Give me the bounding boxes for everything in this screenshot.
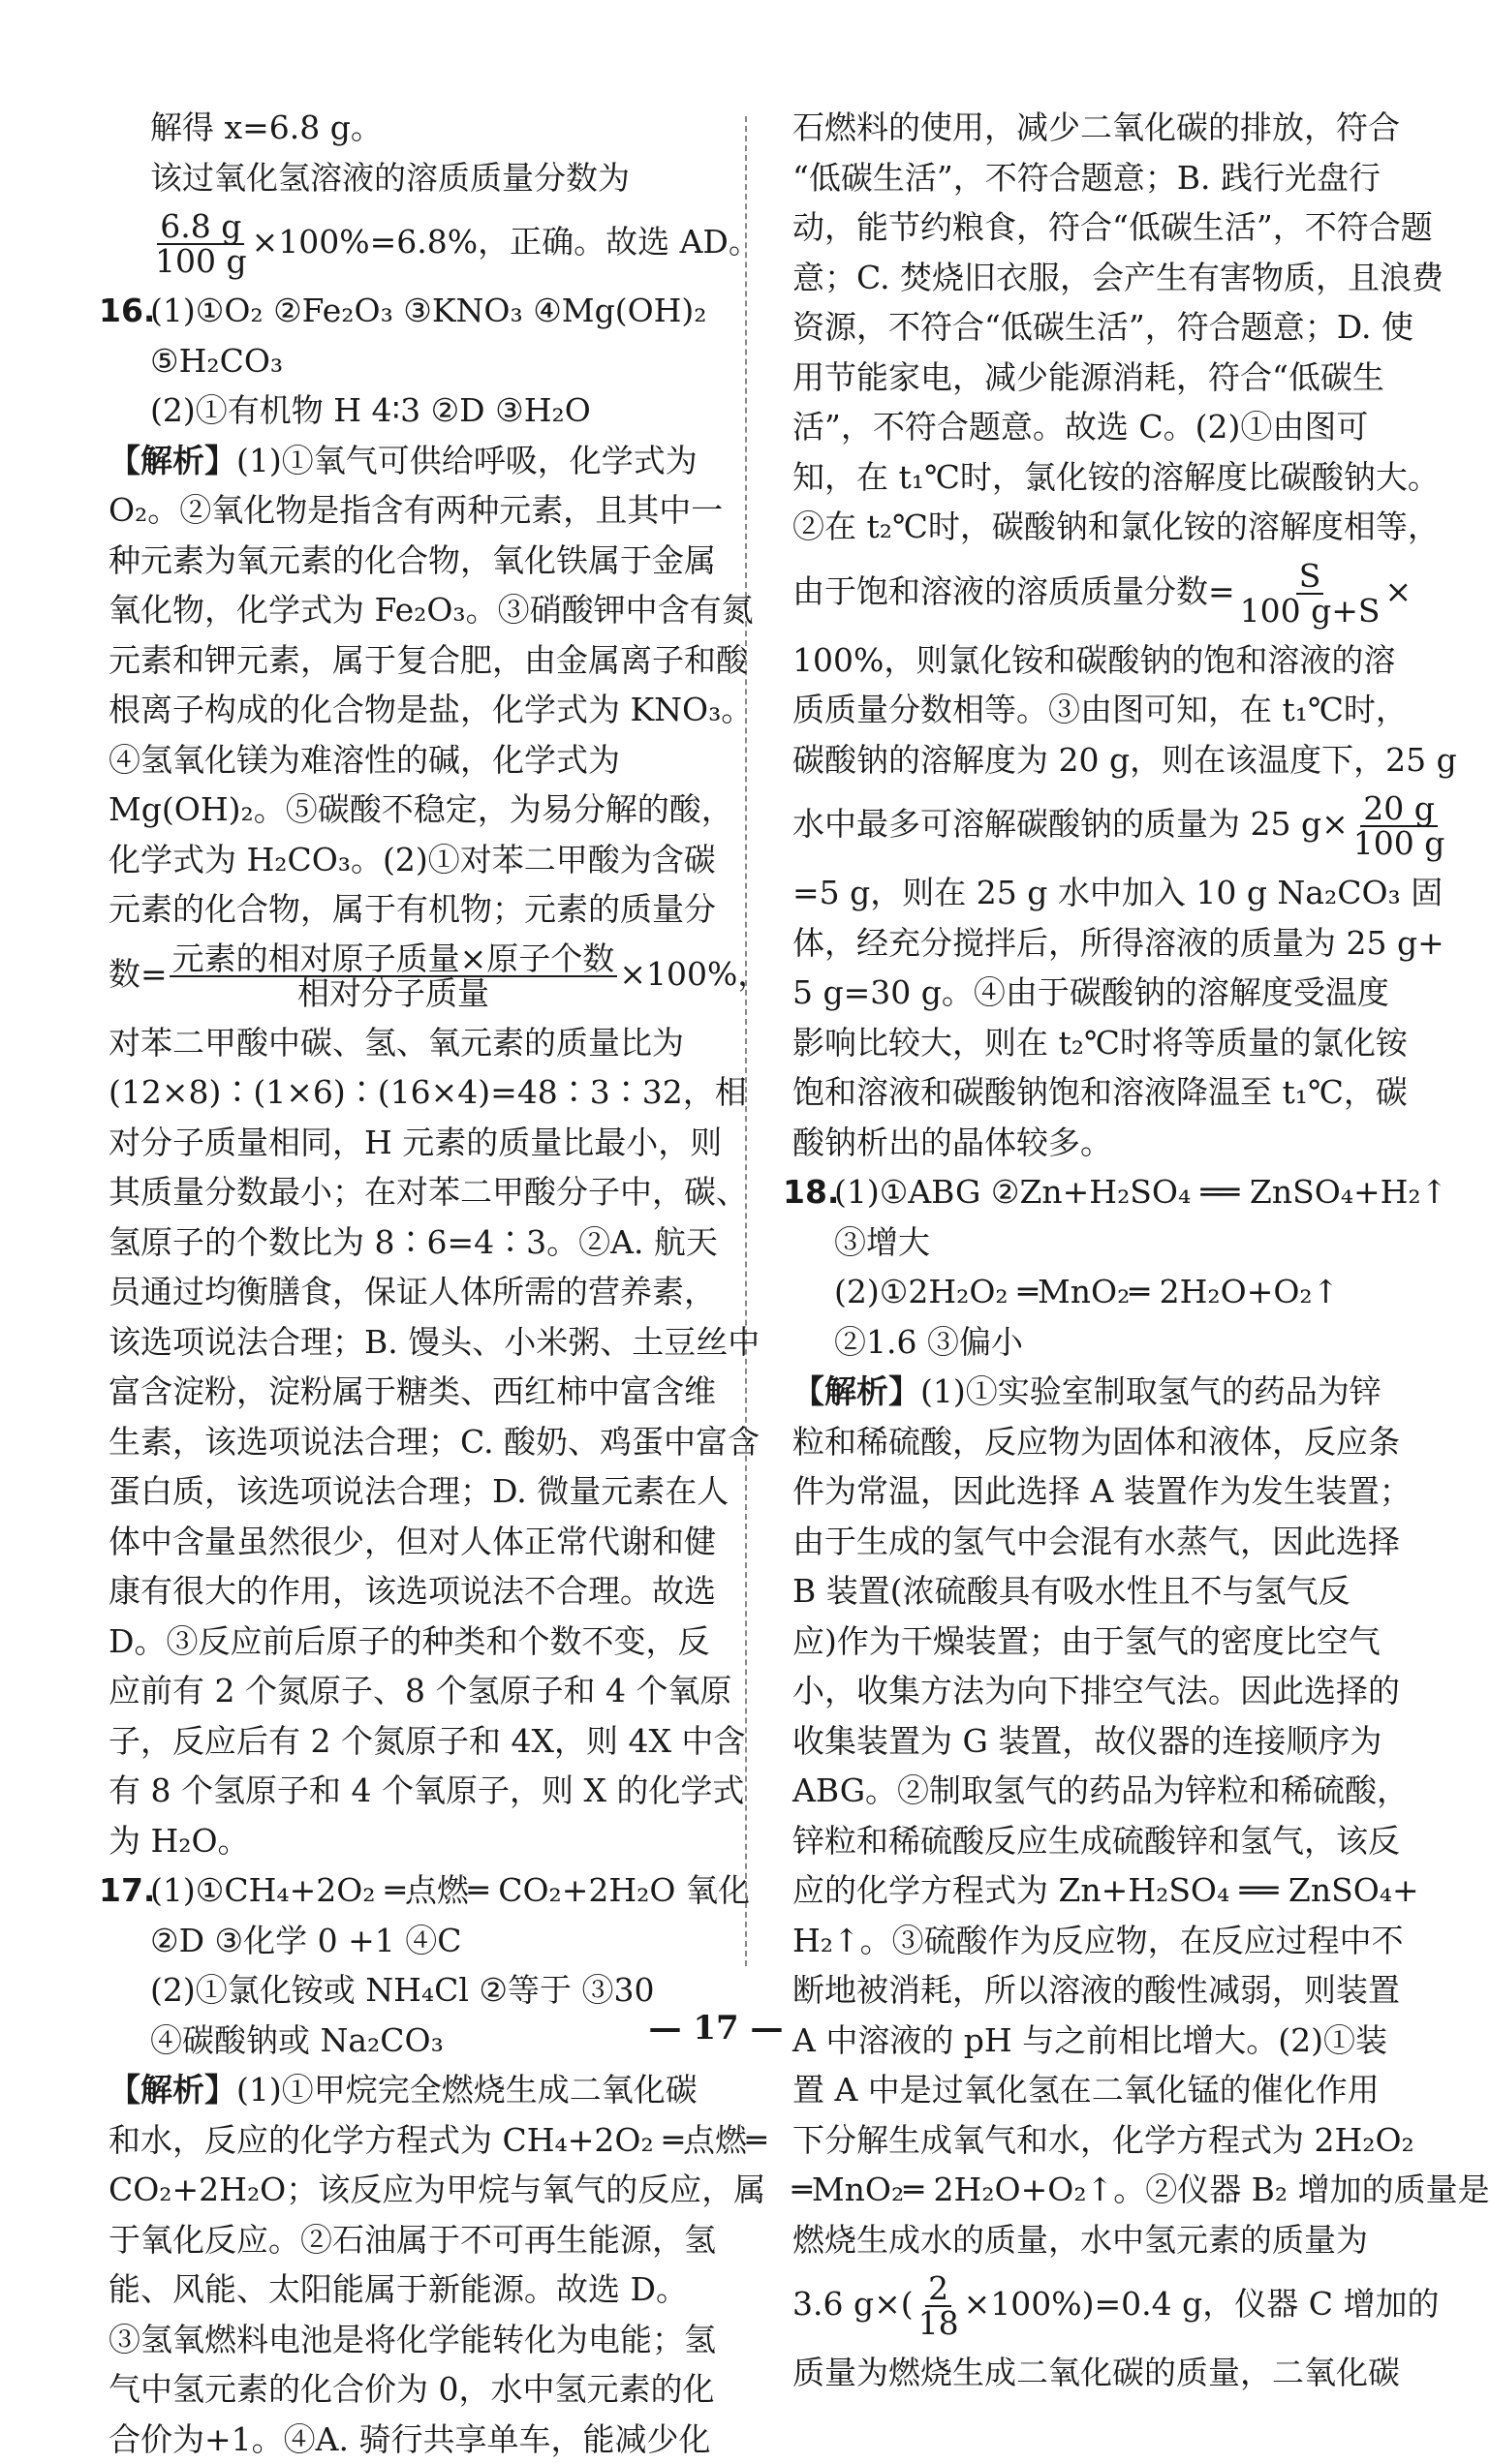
text-line: 应前有 2 个氮原子、8 个氢原子和 4 个氧原 bbox=[109, 1666, 730, 1716]
text-line: 应)作为干燥装置；由于氢气的密度比空气 bbox=[792, 1617, 1376, 1667]
text-line: 100%，则氯化铵和碳酸钠的饱和溶液的溶 bbox=[792, 635, 1376, 686]
text-line: 为 H₂O。 bbox=[109, 1816, 730, 1866]
text-line: 碳酸钠的溶解度为 20 g，则在该温度下，25 g bbox=[792, 735, 1376, 785]
text-line: 用节能家电，减少能源消耗，符合“低碳生 bbox=[792, 353, 1376, 403]
left-column bbox=[109, 103, 730, 2464]
question-number-18: 18. bbox=[783, 1167, 834, 1217]
text-line: 气中氢元素的化合价为 0，水中氢元素的化 bbox=[109, 2364, 730, 2415]
text-line: (12×8)∶(1×6)∶(16×4)=48∶3∶32，相 bbox=[109, 1067, 730, 1118]
analysis-tag: 【解析】 bbox=[792, 1372, 920, 1410]
text-line: 根离子构成的化合物是盐，化学式为 KNO₃。 bbox=[109, 685, 730, 735]
analysis-line: 【解析】(1)①氧气可供给呼吸，化学式为 bbox=[109, 436, 730, 486]
text-line: 该过氧化氢溶液的溶质质量分数为 bbox=[109, 153, 730, 203]
fraction: $\frac{2}{18}$ bbox=[916, 2272, 962, 2340]
text-line: 氧化物，化学式为 Fe₂O₃。③硝酸钾中含有氮 bbox=[109, 585, 730, 635]
text-line: 锌粒和稀硫酸反应生成硫酸锌和氢气，该反 bbox=[792, 1816, 1376, 1866]
text-line: 有 8 个氢原子和 4 个氧原子，则 X 的化学式 bbox=[109, 1766, 730, 1816]
text-line: 动，能节约粮食，符合“低碳生活”，不符合题 bbox=[792, 202, 1376, 253]
text-line: 由于生成的氢气中会混有水蒸气，因此选择 bbox=[792, 1517, 1376, 1567]
answer-line: 18.(1)①ABG ②Zn+H₂SO₄ ══ ZnSO₄+H₂↑ bbox=[792, 1167, 1376, 1217]
answer-line: ②1.6 ③偏小 bbox=[792, 1317, 1376, 1368]
question-number-16: 16. bbox=[99, 286, 150, 336]
text-line: =5 g，则在 25 g 水中加入 10 g Na₂CO₃ 固 bbox=[792, 868, 1376, 918]
answer-line: (2)①氯化铵或 NH₄Cl ②等于 ③30 bbox=[109, 1965, 730, 2016]
text-line: 置 A 中是过氧化氢在二氧化锰的催化作用 bbox=[792, 2065, 1376, 2115]
text-line: H₂↑。③硫酸作为反应物，在反应过程中不 bbox=[792, 1916, 1376, 1966]
text-line: 和水，反应的化学方程式为 CH₄+2O₂ ═点燃═ bbox=[109, 2115, 730, 2166]
fraction: $\frac{\text{元素的相对原子质量×原子个数}}{\text{相对分子质量}}$ bbox=[170, 942, 618, 1010]
analysis-tag: 【解析】 bbox=[109, 442, 236, 479]
answer-line: ②D ③化学 0 +1 ④C bbox=[109, 1916, 730, 1966]
text-line: D。③反应前后原子的种类和个数不变，反 bbox=[109, 1617, 730, 1667]
analysis-tag: 【解析】 bbox=[109, 2071, 236, 2109]
formula-line: 由于饱和溶液的溶质质量分数= $\frac{S}{100 g+S}$ × bbox=[792, 560, 1376, 628]
text-line: O₂。②氧化物是指含有两种元素，且其中一 bbox=[109, 485, 730, 536]
answer-line: (2)①有机物 H 4∶3 ②D ③H₂O bbox=[109, 385, 730, 436]
text-line: ═MnO₂═ 2H₂O+O₂↑。②仪器 B₂ 增加的质量是 bbox=[792, 2165, 1376, 2215]
text-line: CO₂+2H₂O；该反应为甲烷与氧气的反应，属 bbox=[109, 2165, 730, 2215]
text-line: Mg(OH)₂。⑤碳酸不稳定，为易分解的酸， bbox=[109, 785, 730, 835]
text-line: 对分子质量相同，H 元素的质量比最小，则 bbox=[109, 1118, 730, 1168]
text-line: 元素的化合物，属于有机物；元素的质量分 bbox=[109, 884, 730, 935]
text-line: ④氢氧化镁为难溶性的碱，化学式为 bbox=[109, 735, 730, 785]
text-line: 体中含量虽然很少，但对人体正常代谢和健 bbox=[109, 1517, 730, 1567]
text-line: ②在 t₂℃时，碳酸钠和氯化铵的溶解度相等， bbox=[792, 502, 1376, 552]
answer-line: 16.(1)①O₂ ②Fe₂O₃ ③KNO₃ ④Mg(OH)₂ bbox=[109, 286, 730, 336]
text-line: ③氢氧燃料电池是将化学能转化为电能；氢 bbox=[109, 2315, 730, 2365]
page-number: — 17 — bbox=[0, 2009, 1432, 2048]
text-line: 质量为燃烧生成二氧化碳的质量，二氧化碳 bbox=[792, 2348, 1376, 2398]
text-line: 解得 x=6.8 g。 bbox=[109, 103, 730, 153]
text-line: ABG。②制取氢气的药品为锌粒和稀硫酸， bbox=[792, 1766, 1376, 1816]
text-line: 能、风能、太阳能属于新能源。故选 D。 bbox=[109, 2264, 730, 2315]
text-line: 其质量分数最小；在对苯二甲酸分子中，碳、 bbox=[109, 1167, 730, 1217]
text-line: 活”，不符合题意。故选 C。(2)①由图可 bbox=[792, 402, 1376, 452]
text-line: A 中溶液的 pH 与之前相比增大。(2)①装 bbox=[792, 2016, 1376, 2066]
text-line: 富含淀粉，淀粉属于糖类、西红柿中富含维 bbox=[109, 1367, 730, 1417]
right-column bbox=[792, 103, 1376, 2398]
text-line: 子，反应后有 2 个氮原子和 4X，则 4X 中含 bbox=[109, 1716, 730, 1767]
text-line: 粒和稀硫酸，反应物为固体和液体，反应条 bbox=[792, 1417, 1376, 1467]
question-number-17: 17. bbox=[99, 1865, 150, 1916]
text-line: 燃烧生成水的质量，水中氢元素的质量为 bbox=[792, 2215, 1376, 2265]
text-line: 于氧化反应。②石油属于不可再生能源，氢 bbox=[109, 2215, 730, 2265]
formula-line: 水中最多可溶解碳酸钠的质量为 25 g× $\frac{20 g}{100 g}$ bbox=[792, 792, 1376, 860]
text-line: 件为常温，因此选择 A 装置作为发生装置； bbox=[792, 1466, 1376, 1517]
analysis-line: 【解析】(1)①甲烷完全燃烧生成二氧化碳 bbox=[109, 2065, 730, 2115]
formula-line: 3.6 g×( $\frac{2}{18}$ ×100%)=0.4 g，仪器 C 增加的 bbox=[792, 2272, 1376, 2340]
text-line: 5 g=30 g。④由于碳酸钠的溶解度受温度 bbox=[792, 968, 1376, 1018]
text-line: 化学式为 H₂CO₃。(2)①对苯二甲酸为含碳 bbox=[109, 835, 730, 885]
text-line: 酸钠析出的晶体较多。 bbox=[792, 1118, 1376, 1168]
text-line: 知，在 t₁℃时，氯化铵的溶解度比碳酸钠大。 bbox=[792, 452, 1376, 503]
text-line: 生素，该选项说法合理；C. 酸奶、鸡蛋中富含 bbox=[109, 1417, 730, 1467]
text-line: 质质量分数相等。③由图可知，在 t₁℃时， bbox=[792, 685, 1376, 735]
formula-line: $\frac{6.8 g}{100 g}$ ×100%=6.8%，正确。故选 AD。 bbox=[109, 210, 730, 278]
text-line: 饱和溶液和碳酸钠饱和溶液降温至 t₁℃，碳 bbox=[792, 1067, 1376, 1118]
text-line: 康有很大的作用，该选项说法不合理。故选 bbox=[109, 1566, 730, 1617]
text-line: B 装置(浓硫酸具有吸水性且不与氢气反 bbox=[792, 1566, 1376, 1617]
text-line: 氢原子的个数比为 8∶6=4∶3。②A. 航天 bbox=[109, 1217, 730, 1268]
text-line: 该选项说法合理；B. 馒头、小米粥、土豆丝中 bbox=[109, 1317, 730, 1368]
answer-line: ③增大 bbox=[792, 1217, 1376, 1268]
fraction: $\frac{S}{100 g+S}$ bbox=[1237, 560, 1383, 628]
answer-line: (2)①2H₂O₂ ═MnO₂═ 2H₂O+O₂↑ bbox=[792, 1267, 1376, 1317]
text-line: 种元素为氧元素的化合物，氧化铁属于金属 bbox=[109, 536, 730, 586]
text-line: 资源，不符合“低碳生活”，符合题意；D. 使 bbox=[792, 302, 1376, 353]
formula-line: 数= $\frac{\text{元素的相对原子质量×原子个数}}{\text{相对分子质量}}$ ×100%， bbox=[109, 942, 730, 1010]
text-line: 应的化学方程式为 Zn+H₂SO₄ ══ ZnSO₄+ bbox=[792, 1865, 1376, 1916]
analysis-line: 【解析】(1)①实验室制取氢气的药品为锌 bbox=[792, 1367, 1376, 1417]
fraction: $\frac{6.8 g}{100 g}$ bbox=[152, 210, 250, 278]
text-line: 意；C. 焚烧旧衣服，会产生有害物质，且浪费 bbox=[792, 253, 1376, 303]
answer-line: ⑤H₂CO₃ bbox=[109, 336, 730, 386]
text-line: 收集装置为 G 装置，故仪器的连接顺序为 bbox=[792, 1716, 1376, 1767]
text-line: “低碳生活”，不符合题意；B. 践行光盘行 bbox=[792, 153, 1376, 203]
answer-line: 17.(1)①CH₄+2O₂ ═点燃═ CO₂+2H₂O 氧化 bbox=[109, 1865, 730, 1916]
text-line: 小，收集方法为向下排空气法。因此选择的 bbox=[792, 1666, 1376, 1716]
text-line: 合价为+1。④A. 骑行共享单车，能减少化 bbox=[109, 2415, 730, 2464]
text-line: 断地被消耗，所以溶液的酸性减弱，则装置 bbox=[792, 1965, 1376, 2016]
answer-line: ④碳酸钠或 Na₂CO₃ bbox=[109, 2016, 730, 2066]
text-line: 石燃料的使用，减少二氧化碳的排放，符合 bbox=[792, 103, 1376, 153]
text-line: 蛋白质，该选项说法合理；D. 微量元素在人 bbox=[109, 1466, 730, 1517]
column-divider bbox=[745, 116, 747, 1966]
text-line: 影响比较大，则在 t₂℃时将等质量的氯化铵 bbox=[792, 1018, 1376, 1068]
text-line: 下分解生成氧气和水，化学方程式为 2H₂O₂ bbox=[792, 2115, 1376, 2166]
fraction: $\frac{20 g}{100 g}$ bbox=[1350, 792, 1448, 860]
text-line: 员通过均衡膳食，保证人体所需的营养素， bbox=[109, 1267, 730, 1317]
text-line: 体，经充分搅拌后，所得溶液的质量为 25 g+ bbox=[792, 918, 1376, 969]
text-line: 元素和钾元素，属于复合肥，由金属离子和酸 bbox=[109, 635, 730, 686]
text-line: 对苯二甲酸中碳、氢、氧元素的质量比为 bbox=[109, 1018, 730, 1068]
